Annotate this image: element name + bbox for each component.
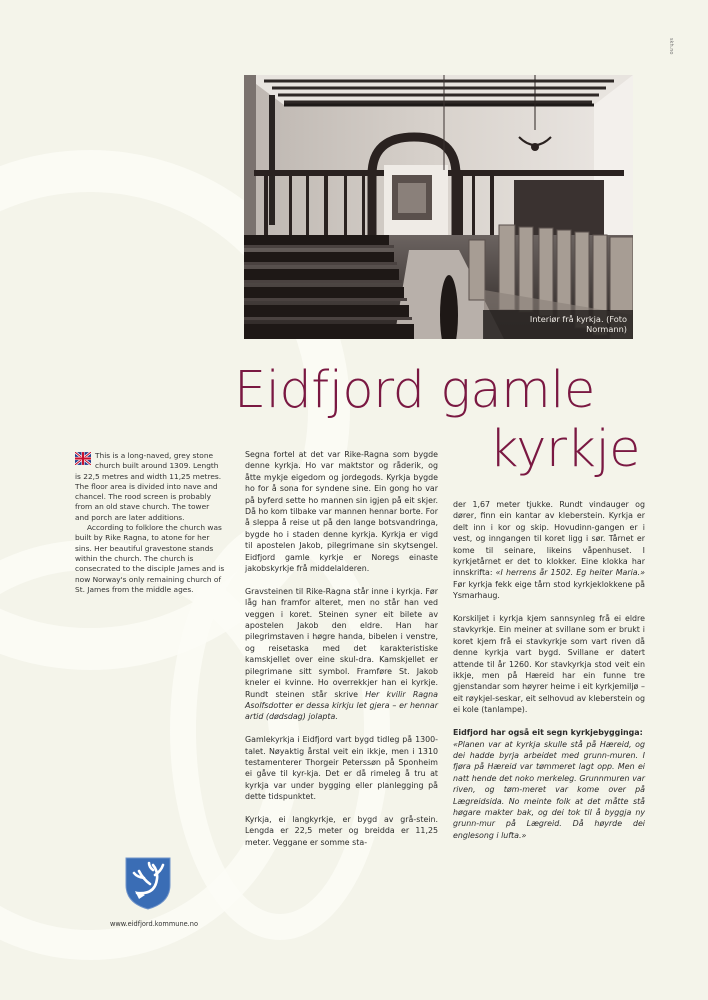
uk-flag-icon xyxy=(75,452,91,465)
church-interior-photo xyxy=(244,75,633,339)
title-line-2: kyrkje xyxy=(489,420,640,480)
legend-quote: «Planen var at kyrkja skulle stå på Hæreid, og dei hadde byrja arbeidet med grunn-muren. I fjøra på Hæreid var tømmeret lagt opp. Men ei natt hende det noko merkeleg. Grunnmuren var riven, og tøm-meret var kome over på Lægreidsida. No meinte folk at det måtte stå høgare makter bak, og dei tok til å byggja ny grunn-mur på Lægreid. Då høyrde dei englesong i lufta.» xyxy=(453,739,645,840)
gravestone-inscription: Her kvilir Ragna Asolfsdotter er dessa kirkju let gjera – er hennar artid (dødsdag) jolapta. xyxy=(245,689,438,722)
photo-caption: Interiør frå kyrkja. (Foto Normann) xyxy=(483,310,633,339)
article-paragraph xyxy=(245,586,438,723)
paragraph-text: Før kyrkja fekk eige tårn stod kyrkjeklokkene på Ysmarhaug. xyxy=(453,579,645,601)
english-summary xyxy=(75,451,225,595)
municipal-coat-of-arms-icon xyxy=(125,857,171,910)
legend-block xyxy=(453,727,645,841)
article-column-1 xyxy=(245,449,438,860)
article-paragraph xyxy=(453,499,645,602)
article-paragraph: Kyrkja, ei langkyrkje, er bygd av grå-stein. Lengda er 22,5 meter og breidda er 11,25 meter. Veggane er somme sta- xyxy=(245,814,438,847)
print-mark: skh.no xyxy=(668,38,674,55)
article-paragraph: Gamlekyrkja i Eidfjord vart bygd tidleg på 1300-talet. Nøyaktig årstal veit ein ikkje, men i 1310 testamenterer Thorgeir Peterssøn på Sponheim ei gåve til kyr-kja. Det er då rimeleg å tru at kyrkja var under bygging eller planlegging på dette tidspunktet. xyxy=(245,735,438,802)
article-paragraph: Segna fortel at det var Rike-Ragna som bygde denne kyrkja. Ho var maktstor og råderik, og åtte mykje eigedom og jordegods. Kyrkja bygde ho for å sona for syndene sine. Ein gong ho var på byferd sette ho mannen sin igjen på eit skjer. Då ho kom tilbake var mannen hennar borte. For å sleppa å reise ut på den lange botsvandringa, bygde ho i staden denne kyrkja. Kyrkja er vigd til apostelen Jakob, pilegrimane sin skytsengel. Eidfjord gamle kyrkje er Noregs einaste jakobskyrkje frå middelalderen. xyxy=(245,450,439,574)
legend-heading: Eidfjord har også eit segn kyrkjebygginga: xyxy=(453,728,643,738)
english-paragraph: This is a long-naved, grey stone church built around 1309. Length is 22,5 metres and width 11,25 metres. The floor area is divided into nave and chancel. The rood screen is probably from an old stave church. The tower and porch are later additions. xyxy=(75,451,222,522)
bell-inscription: «I herrens år 1502. Eg heiter Maria.» xyxy=(495,568,645,578)
paragraph-text: der 1,67 meter tjukke. Rundt vindauger og dører, finn ein kantar av kleberstein. Kyrkja er delt inn i kor og skip. Hovudinn-gangen er i vest, og inngangen til koret ligg i sør. Tårnet er kome til seinare, likeins våpenhuset. I kyrkjetårnet er det to klokker. Eine klokka har innskrifta: xyxy=(453,500,645,578)
title-line-1: Eidfjord gamle xyxy=(234,361,595,420)
website-link[interactable]: www.eidfjord.kommune.no xyxy=(110,920,198,928)
article-column-2 xyxy=(453,499,645,853)
church-interior-image xyxy=(244,75,633,339)
article-paragraph: Korskiljet i kyrkja kjem sannsynleg frå ei eldre stavkyrkje. Ein meiner at svillane som er brukt i koret kjem frå ei stavkyrkje som vart riven då denne kyrkja vart bygd. Svillane er datert attende til år 1260. Kor stavkyrkja stod veit ein ikkje, men på Hæreid har ein funne tre gjenstandar som høyrer heime i eit kyrkjemiljø – eit røykjel-seskar, eit selhovud av kleberstein og ei kole (tanlampe). xyxy=(453,614,645,715)
paragraph-text: Gravsteinen til Rike-Ragna står inne i kyrkja. Før låg han framfor alteret, men no står han ved veggen i koret. Steinen syner eit bilete av apostelen Jakob den eldre. Han har pilegrimstaven i høgre handa, bibelen i venstre, og reisetaska med det karakteristiske kamskjellet over eine skul-dra. Kamskjellet er pilegrimane sitt symbol. Framføre St. Jakob kneler ei kvinne. Ho overrekkjer han ei kyrkje. Rundt steinen står skrive xyxy=(245,586,438,699)
english-paragraph: According to folklore the church was built by Rike Ragna, to atone for her sins. Her beautiful gravestone stands within the church. The church is consecrated to the disciple James and is now Norway's only remaining church of St. James from the middle ages. xyxy=(75,523,225,594)
